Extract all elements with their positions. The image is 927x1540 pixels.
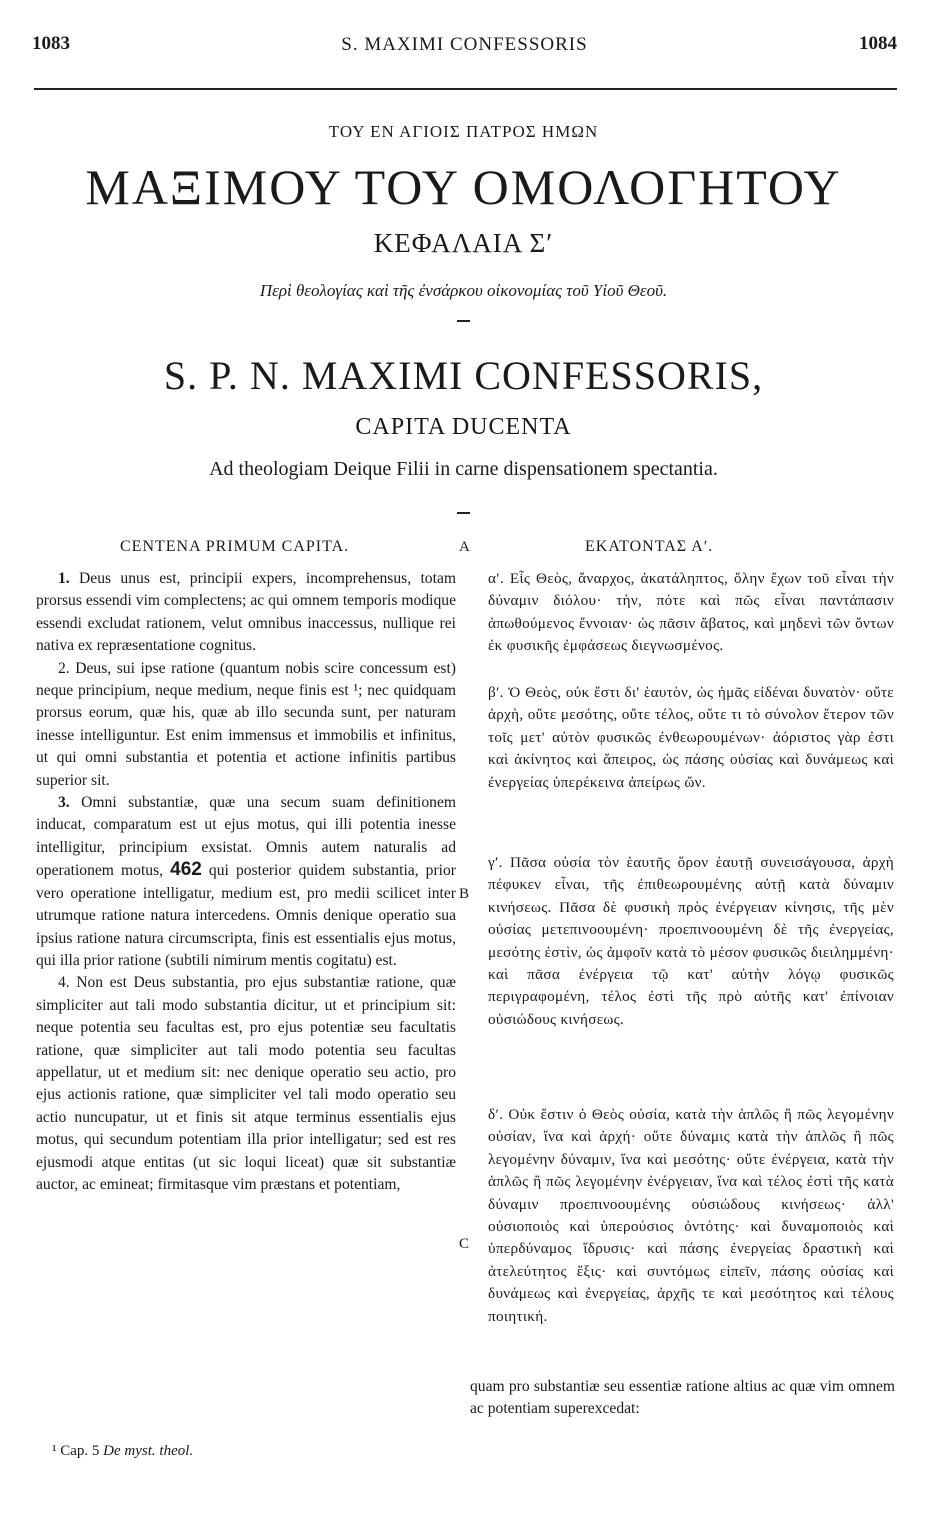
section-divider [457,320,470,322]
section-divider [457,512,470,514]
margin-marker-b: B [459,886,470,902]
latin-title: S. P. N. MAXIMI CONFESSORIS, [163,353,764,398]
footnote: ¹ Cap. 5 De myst. theol. [52,1443,194,1459]
latin-chapter-1: 1. Deus unus est, principii expers, incomprehensus, totam prorsus essendi vim complectens; ac qui omnem temporis modique essendi excludat rationem, velut omnibus inaccessus, nullique rei nativa ex repræsentatione cognitus. [36,570,456,655]
greek-description: Περὶ θεολογίας καὶ τῆς ἐνσάρκου οἰκονομίας τοῦ Υἱοῦ Θεοῦ. [259,281,668,300]
latin-subtitle: CAPITA DUCENTA [355,414,572,440]
page-header [32,33,897,59]
page-number-right: 1084 [859,33,897,54]
latin-column-heading: CENTENA PRIMUM CAPITA. [120,538,350,555]
greek-title: ΜΑΞΙΜΟΥ ΤΟΥ ΟΜΟΛΟΓΗΤΟΥ [85,159,842,215]
latin-continuation: quam pro substantiæ seu essentiæ ratione altius ac quæ vim omnem ac potentiam superexcedat: [470,1378,895,1418]
greek-supertitle: ΤΟΥ ΕΝ ΑΓΙΟΙΣ ΠΑΤΡΟΣ ΗΜΩΝ [328,122,599,141]
running-title: S. MAXIMI CONFESSORIS [341,34,588,55]
margin-marker-a: A [459,539,470,555]
latin-chapter-4: 4. Non est Deus substantia, pro ejus substantiæ ratione, quæ simpliciter aut tali modo substantia dicitur, ut et principium sit: neque potentia seu facultas est, pro ejus potentiæ seu facultatis ratione, quæ simpliciter aut tali modo potentia seu facultas appellatur, ut et medium sit: nec denique operatio seu actio, pro ejus actionis ratione, quæ simpliciter vel tali modo operatio seu actio nuncupatur, ut et finis sit atque terminus essentialis ejus motus, qui secundum potentiam illa prior intelligatur; sed est res ejusmodi atque entitas (ut sic loqui liceat) quæ sit substantiæ auctor, ac emineat; firmitasque vim præstans et potentiam, [36,974,456,1193]
greek-chapter-4: δʹ. Οὐκ ἔστιν ὁ Θεὸς οὐσία, κατὰ τὴν ἁπλῶς ἢ πῶς λεγομένην οὐσίαν, ἵνα καὶ ἀρχή· οὔτε δύναμις κατὰ τὴν ἁπλῶς ἢ πῶς λεγομένην δύναμιν, ἵνα καὶ μεσότης· οὔτε ἐνέργεια, κατὰ τὴν ἁπλῶς ἢ πῶς λεγομένην ἐνέργειαν, ἵνα καὶ τέλος ἐστὶ τῆς κατὰ δύναμιν προεπινοουμένης οὐσιώδους κινήσεως· ἀλλ' οὐσιοποιὸς καὶ ὑπερούσιος ὀντότης· καὶ δυναμοποιὸς καὶ ὑπερδύναμος ἵδρυσις· καὶ πάσης ἐνεργείας δραστικὴ καὶ ἀτελεύτητος ἕξις· καὶ συντόμως εἰπεῖν, πάσης οὐσίας καὶ δυνάμεως καὶ ἐνεργείας, ἀρχῆς τε καὶ μεσότητος καὶ τέλους ποιητική. [488,1106,894,1325]
latin-chapter-2: 2. Deus, sui ipse ratione (quantum nobis scire concessum est) neque principium, neque medium, neque finis est ¹; nec quidquam prorsus eorum, quæ his, quæ ab illo secunda sunt, per naturam inesse intelliguntur. Est enim immensus et immobilis et infinitus, ut qui omni substantia et potentia et actione infinitis partibus superior sit. [36,659,456,789]
greek-chapter-2: βʹ. Ὁ Θεὸς, οὐκ ἔστι δι' ἑαυτὸν, ὡς ἡμᾶς εἰδέναι δυνατὸν· οὔτε ἀρχὴ, οὔτε μεσότης, οὔτε τέλος, οὔτε τι τὸ σύνολον ἕτερον τῶν τοῖς μετ' αὐτὸν φυσικῶς ἐνθεωρουμένων· ἀόριστος γὰρ ἐστι καὶ ἀκίνητος καὶ ἄπειρος, ὡς πάσης οὐσίας καὶ δυνάμεως καὶ ἐνεργείας ὑπερέκεινα ἀπείρως ὤν. [488,684,894,791]
latin-description: Ad theologiam Deique Filii in carne dispensationem spectantia. [209,458,718,480]
latin-chapter-3: 3. Omni substantiæ, quæ una secum suam definitionem inducat, comparatum est ut ejus motus, qui illi potentia inesse intelligitur, principium exsistat. Omnis autem naturalis ad operationem motus, 462 qui posterior quidem substantia, prior vero operatione intelligatur, medium est, pro medii scilicet inter utrumque ratione natura intercedens. Omnis denique operatio sua ipsius ratione natura circumscripta, finis est essentialis ejus motus, qui illa prior ratione (subtili nimirum mentis cogitatu) est. [36,794,456,969]
page-number-left: 1083 [32,33,70,54]
latin-column [36,568,456,1196]
column-number: 462 [170,859,202,881]
greek-chapter-1: αʹ. Εἷς Θεὸς, ἄναρχος, ἀκατάληπτος, ὅλην ἔχων τοῦ εἶναι τὴν δύναμιν διόλου· τὴν, πότε καὶ πῶς εἶναι παντάπασιν ἀπωθούμενος ἔννοιαν· ὡς πᾶσιν ἄβατος, καὶ μηδενὶ τῶν ὄντων ἐκ φυσικῆς ἐμφάσεως διεγνωσμένος. [488,570,894,655]
greek-column-heading: ΕΚΑΤΟΝΤΑΣ Αʹ. [585,538,714,555]
greek-subtitle: ΚΕΦΑΛΑΙΑ Σʹ [373,228,554,258]
greek-chapter-3: γʹ. Πᾶσα οὐσία τὸν ἑαυτῆς ὅρον ἑαυτῇ συνεισάγουσα, ἀρχὴ πέφυκεν εἶναι, τῆς ἐπιθεωρουμένης αὐτῇ κατὰ δύναμιν κινήσεως. Πᾶσα δὲ φυσικὴ πρὸς ἐνέργειαν κίνησις, τῆς μὲν οὐσίας μετεπινοουμένη· προεπινοουμένη δὲ τῆς ἐνεργείας, μεσότης ἐστὶν, ὡς ἀμφοῖν κατὰ τὸ μέσον φυσικῶς διειλημμένη· καὶ πᾶσα ἐνέργεια τῷ κατ' αὐτὴν λόγῳ φυσικῶς περιγραφομένη, τέλος ἐστὶ τῆς πρὸ αὐτῆς κατ' ἐπίνοιαν οὐσιώδους κινήσεως. [488,854,894,1028]
header-rule [34,88,897,90]
margin-marker-c: C [459,1236,470,1252]
